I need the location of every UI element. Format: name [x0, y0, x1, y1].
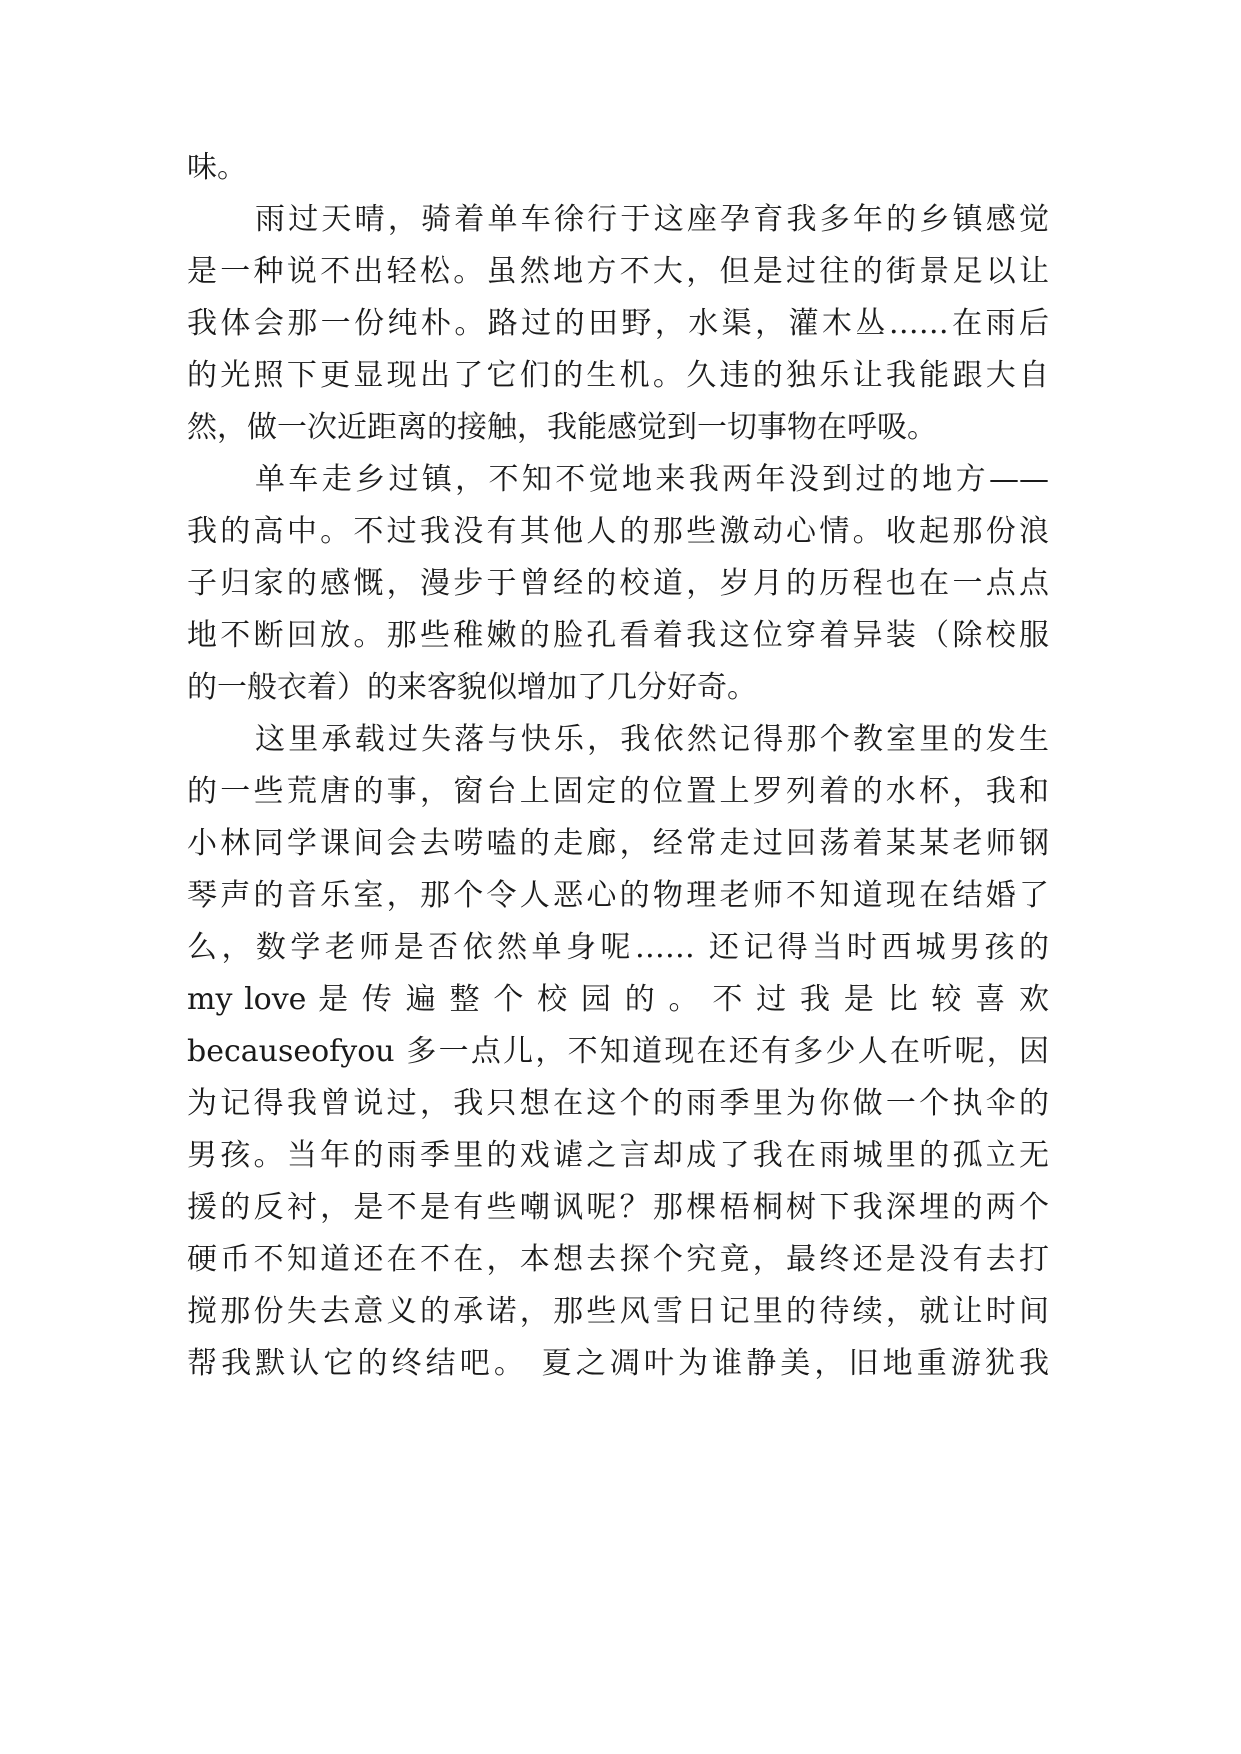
- text-line: 子归家的感慨，漫步于曾经的校道，岁月的历程也在一点点: [187, 566, 1049, 601]
- text-line: my love 是 传 遍 整 个 校 园 的 。 不 过 我 是 比 较 喜 欢: [187, 982, 1049, 1017]
- text-line: 的一些荒唐的事，窗台上固定的位置上罗列着的水杯，我和: [187, 774, 1049, 809]
- text-line: 味。: [187, 150, 247, 185]
- text-line: 地不断回放。那些稚嫩的脸孔看着我这位穿着异装（除校服: [187, 618, 1049, 653]
- text-line: 硬币不知道还在不在，本想去探个究竟，最终还是没有去打: [187, 1242, 1049, 1277]
- text-line: 琴声的音乐室，那个令人恶心的物理老师不知道现在结婚了: [187, 878, 1049, 913]
- text-line: 男孩。当年的雨季里的戏谑之言却成了我在雨城里的孤立无: [187, 1138, 1049, 1173]
- text-line: 为记得我曾说过，我只想在这个的雨季里为你做一个执伞的: [187, 1086, 1049, 1121]
- text-line: 搅那份失去意义的承诺，那些风雪日记里的待续，就让时间: [187, 1294, 1049, 1329]
- text-line: becauseofyou 多一点儿，不知道现在还有多少人在听呢，因: [187, 1034, 1049, 1069]
- text-line: 雨过天晴，骑着单车徐行于这座孕育我多年的乡镇感觉: [255, 202, 1049, 237]
- text-line: 援的反衬，是不是有些嘲讽呢？那棵梧桐树下我深埋的两个: [187, 1190, 1049, 1225]
- text-line: 单车走乡过镇，不知不觉地来我两年没到过的地方——: [255, 462, 1049, 497]
- text-line: 的一般衣着）的来客貌似增加了几分好奇。: [187, 670, 757, 705]
- text-line: 这里承载过失落与快乐，我依然记得那个教室里的发生: [255, 722, 1049, 757]
- text-line: 是一种说不出轻松。虽然地方不大，但是过往的街景足以让: [187, 254, 1049, 289]
- text-line: 帮我默认它的终结吧。 夏之凋叶为谁静美，旧地重游犹我: [187, 1346, 1049, 1381]
- text-line: 我体会那一份纯朴。路过的田野，水渠，灌木丛……在雨后: [187, 306, 1049, 341]
- text-line: 的光照下更显现出了它们的生机。久违的独乐让我能跟大自: [187, 358, 1049, 393]
- text-line: 我的高中。不过我没有其他人的那些激动心情。收起那份浪: [187, 514, 1049, 549]
- text-line: 么，数学老师是否依然单身呢…… 还记得当时西城男孩的: [187, 930, 1049, 965]
- text-line: 然，做一次近距离的接触，我能感觉到一切事物在呼吸。: [187, 410, 937, 445]
- text-line: 小林同学课间会去唠嗑的走廊，经常走过回荡着某某老师钢: [187, 826, 1049, 861]
